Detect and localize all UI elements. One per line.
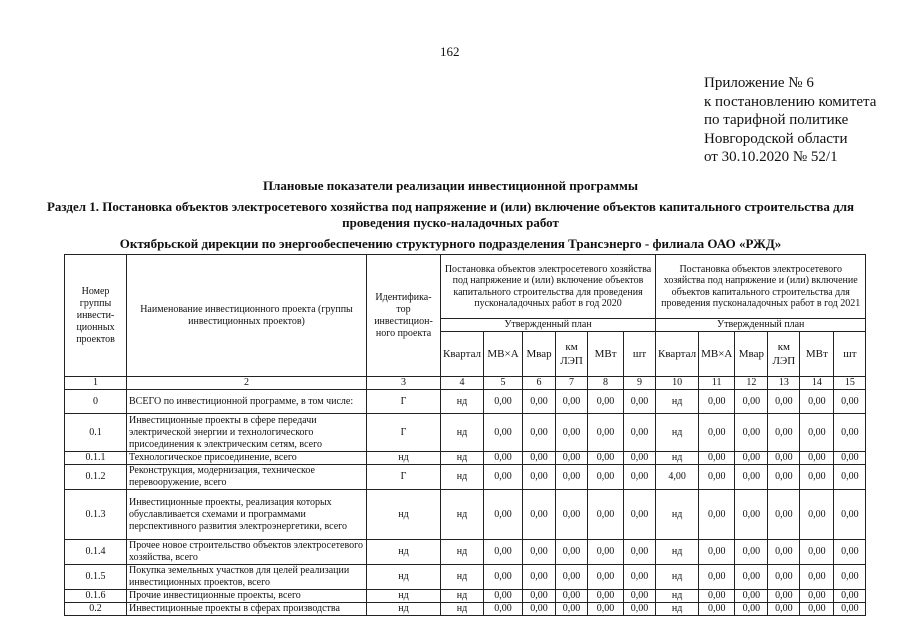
value-cell: 0,00 (556, 565, 588, 590)
value-cell: 0,00 (588, 603, 624, 616)
table-row (65, 590, 866, 603)
unit-mva: МВ×А (484, 332, 523, 377)
section-title: Раздел 1. Постановка объектов электросетевого хозяйства под напряжение и (или) включение объектов капитального строительства для проведения пуско-наладочных работ (46, 199, 855, 230)
value-cell: 0,00 (735, 565, 768, 590)
value-cell: 0,00 (484, 590, 523, 603)
project-name-cell: Покупка земельных участков для целей реализации инвестиционных проектов, всего (127, 565, 367, 590)
value-cell: нд (656, 590, 699, 603)
value-cell: 0,00 (735, 540, 768, 565)
column-number: 13 (768, 377, 800, 390)
group-number-cell: 0.1 (65, 414, 127, 452)
value-cell: 0,00 (699, 603, 735, 616)
value-cell: 0,00 (624, 603, 656, 616)
project-name-cell: Реконструкция, модернизация, техническое перевооружение, всего (127, 465, 367, 490)
unit-quarter: Квартал (656, 332, 699, 377)
value-cell: 0,00 (484, 540, 523, 565)
value-cell: 0,00 (800, 390, 834, 414)
value-cell: 0,00 (556, 540, 588, 565)
value-cell: 0,00 (768, 490, 800, 540)
value-cell: 0,00 (484, 465, 523, 490)
appendix-line: от 30.10.2020 № 52/1 (704, 149, 838, 165)
appendix-line: к постановлению комитета (704, 93, 877, 110)
value-cell: 0,00 (768, 565, 800, 590)
value-cell: нд (656, 452, 699, 465)
table-row (65, 414, 866, 452)
project-id-cell: нд (367, 603, 441, 616)
value-cell: 0,00 (735, 452, 768, 465)
value-cell: 0,00 (735, 603, 768, 616)
unit-mw: МВт (588, 332, 624, 377)
appendix-note (704, 74, 894, 167)
value-cell: нд (441, 603, 484, 616)
value-cell: нд (441, 414, 484, 452)
value-cell: 0,00 (484, 414, 523, 452)
value-cell: 0,00 (768, 603, 800, 616)
value-cell: 0,00 (699, 540, 735, 565)
column-number: 7 (556, 377, 588, 390)
value-cell: 0,00 (735, 414, 768, 452)
table-row (65, 465, 866, 490)
column-number: 2 (127, 377, 367, 390)
column-number: 12 (735, 377, 768, 390)
value-cell: нд (656, 490, 699, 540)
value-cell: 0,00 (588, 490, 624, 540)
value-cell: 0,00 (735, 590, 768, 603)
value-cell: 0,00 (556, 603, 588, 616)
value-cell: 0,00 (800, 414, 834, 452)
value-cell: 0,00 (588, 590, 624, 603)
value-cell: 0,00 (800, 590, 834, 603)
value-cell: нд (441, 590, 484, 603)
column-number: 10 (656, 377, 699, 390)
value-cell: 0,00 (523, 603, 556, 616)
value-cell: 0,00 (834, 540, 866, 565)
value-cell: 0,00 (624, 590, 656, 603)
value-cell: 0,00 (699, 590, 735, 603)
value-cell: 0,00 (834, 452, 866, 465)
value-cell: 0,00 (800, 540, 834, 565)
value-cell: 0,00 (800, 490, 834, 540)
value-cell: нд (441, 540, 484, 565)
value-cell: 0,00 (699, 390, 735, 414)
value-cell: нд (441, 452, 484, 465)
value-cell: нд (441, 565, 484, 590)
group-number-cell: 0.1.6 (65, 590, 127, 603)
value-cell: 0,00 (484, 490, 523, 540)
group-number-cell: 0.1.4 (65, 540, 127, 565)
value-cell: 0,00 (556, 390, 588, 414)
value-cell: 0,00 (624, 390, 656, 414)
project-name-cell: Технологическое присоединение, всего (127, 452, 367, 465)
project-id-cell: нд (367, 540, 441, 565)
value-cell: 0,00 (699, 414, 735, 452)
column-number: 8 (588, 377, 624, 390)
value-cell: 4,00 (656, 465, 699, 490)
value-cell: 0,00 (624, 490, 656, 540)
value-cell: 0,00 (523, 490, 556, 540)
value-cell: 0,00 (834, 390, 866, 414)
project-name-cell: ВСЕГО по инвестиционной программе, в том числе: (127, 390, 367, 414)
table-row (65, 490, 866, 540)
value-cell: 0,00 (523, 565, 556, 590)
group-number-cell: 0 (65, 390, 127, 414)
document-title: Плановые показатели реализации инвестиционной программы (263, 178, 638, 193)
header-approved-plan-2020: Утвержденный план (441, 319, 656, 332)
unit-mvar: Мвар (735, 332, 768, 377)
value-cell: 0,00 (834, 590, 866, 603)
value-cell: 0,00 (523, 414, 556, 452)
unit-mvar: Мвар (523, 332, 556, 377)
project-name-cell: Прочие инвестиционные проекты, всего (127, 590, 367, 603)
unit-pieces: шт (834, 332, 866, 377)
header-block-2021: Постановка объектов электросетевого хозяйства под напряжение и (или) включение объектов капитального строительства для проведения пусконаладочных работ в год 2021 (656, 255, 866, 319)
value-cell: 0,00 (768, 590, 800, 603)
value-cell: 0,00 (699, 565, 735, 590)
value-cell: 0,00 (588, 465, 624, 490)
value-cell: 0,00 (523, 540, 556, 565)
value-cell: нд (656, 414, 699, 452)
value-cell: 0,00 (588, 414, 624, 452)
value-cell: 0,00 (768, 465, 800, 490)
column-number: 14 (800, 377, 834, 390)
value-cell: нд (656, 540, 699, 565)
value-cell: нд (656, 565, 699, 590)
value-cell: 0,00 (588, 540, 624, 565)
project-name-cell: Прочее новое строительство объектов электросетевого хозяйства, всего (127, 540, 367, 565)
value-cell: 0,00 (624, 540, 656, 565)
appendix-line: по тарифной политике (704, 112, 849, 128)
value-cell: 0,00 (624, 465, 656, 490)
investment-table (64, 254, 866, 616)
value-cell: 0,00 (699, 465, 735, 490)
value-cell: 0,00 (624, 414, 656, 452)
unit-mva: МВ×А (699, 332, 735, 377)
value-cell: 0,00 (624, 565, 656, 590)
value-cell: 0,00 (523, 390, 556, 414)
value-cell: 0,00 (588, 390, 624, 414)
value-cell: 0,00 (768, 414, 800, 452)
column-number: 11 (699, 377, 735, 390)
project-id-cell: Г (367, 414, 441, 452)
group-number-cell: 0.1.1 (65, 452, 127, 465)
table-row (65, 603, 866, 616)
value-cell: 0,00 (800, 603, 834, 616)
project-name-cell: Инвестиционные проекты в сферах производства (127, 603, 367, 616)
table-row (65, 452, 866, 465)
header-block-2020: Постановка объектов электросетевого хозяйства под напряжение и (или) включение объектов капитального строительства для проведения пусконаладочных работ в год 2020 (441, 255, 656, 319)
project-id-cell: нд (367, 565, 441, 590)
group-number-cell: 0.1.3 (65, 490, 127, 540)
column-number: 6 (523, 377, 556, 390)
value-cell: 0,00 (523, 452, 556, 465)
value-cell: 0,00 (834, 414, 866, 452)
appendix-line: Приложение № 6 (704, 75, 814, 91)
group-number-cell: 0.1.2 (65, 465, 127, 490)
value-cell: 0,00 (588, 565, 624, 590)
value-cell: 0,00 (624, 452, 656, 465)
value-cell: 0,00 (800, 465, 834, 490)
project-id-cell: нд (367, 490, 441, 540)
value-cell: 0,00 (556, 465, 588, 490)
value-cell: нд (441, 490, 484, 540)
unit-mw: МВт (800, 332, 834, 377)
value-cell: 0,00 (699, 490, 735, 540)
header-project-id: Идентифика-тор инвестицион-ного проекта (367, 255, 441, 377)
header-project-name: Наименование инвестиционного проекта (группы инвестиционных проектов) (127, 255, 367, 377)
value-cell: 0,00 (484, 565, 523, 590)
value-cell: 0,00 (556, 490, 588, 540)
unit-km-lep: км ЛЭП (556, 332, 588, 377)
column-number: 9 (624, 377, 656, 390)
column-number: 3 (367, 377, 441, 390)
column-number: 15 (834, 377, 866, 390)
project-id-cell: Г (367, 465, 441, 490)
value-cell: 0,00 (768, 390, 800, 414)
appendix-line: Новгородской области (704, 130, 848, 147)
value-cell: 0,00 (699, 452, 735, 465)
project-name-cell: Инвестиционные проекты в сфере передачи электрической энергии и технологического присоединения к электрическим сетям, всего (127, 414, 367, 452)
value-cell: 0,00 (768, 452, 800, 465)
value-cell: 0,00 (556, 452, 588, 465)
value-cell: 0,00 (556, 414, 588, 452)
group-number-cell: 0.2 (65, 603, 127, 616)
table-row (65, 390, 866, 414)
value-cell: 0,00 (834, 490, 866, 540)
header-group-number: Номер группы инвести-ционных проектов (65, 255, 127, 377)
value-cell: 0,00 (484, 603, 523, 616)
column-number: 5 (484, 377, 523, 390)
column-number: 4 (441, 377, 484, 390)
unit-quarter: Квартал (441, 332, 484, 377)
value-cell: 0,00 (484, 390, 523, 414)
value-cell: нд (441, 390, 484, 414)
value-cell: 0,00 (556, 590, 588, 603)
table-row (65, 565, 866, 590)
value-cell: нд (656, 603, 699, 616)
organization-title: Октябрьской дирекции по энергообеспечению структурного подразделения Трансэнерго - филиала ОАО «РЖД» (119, 236, 782, 251)
value-cell: нд (441, 465, 484, 490)
column-number-row (65, 377, 866, 390)
value-cell: 0,00 (523, 465, 556, 490)
column-number: 1 (65, 377, 127, 390)
value-cell: 0,00 (735, 465, 768, 490)
project-id-cell: нд (367, 590, 441, 603)
value-cell: 0,00 (800, 565, 834, 590)
value-cell: 0,00 (834, 465, 866, 490)
unit-pieces: шт (624, 332, 656, 377)
value-cell: 0,00 (735, 390, 768, 414)
unit-km-lep: км ЛЭП (768, 332, 800, 377)
value-cell: 0,00 (768, 540, 800, 565)
table-row (65, 540, 866, 565)
value-cell: 0,00 (800, 452, 834, 465)
project-name-cell: Инвестиционные проекты, реализация которых обуславливается схемами и программами перспективного развития электроэнергетики, всего (127, 490, 367, 540)
value-cell: 0,00 (588, 452, 624, 465)
group-number-cell: 0.1.5 (65, 565, 127, 590)
project-id-cell: Г (367, 390, 441, 414)
value-cell: 0,00 (834, 565, 866, 590)
page-number: 162 (440, 44, 460, 59)
value-cell: 0,00 (735, 490, 768, 540)
project-id-cell: нд (367, 452, 441, 465)
value-cell: 0,00 (834, 603, 866, 616)
value-cell: 0,00 (484, 452, 523, 465)
value-cell: нд (656, 390, 699, 414)
header-approved-plan-2021: Утвержденный план (656, 319, 866, 332)
value-cell: 0,00 (523, 590, 556, 603)
